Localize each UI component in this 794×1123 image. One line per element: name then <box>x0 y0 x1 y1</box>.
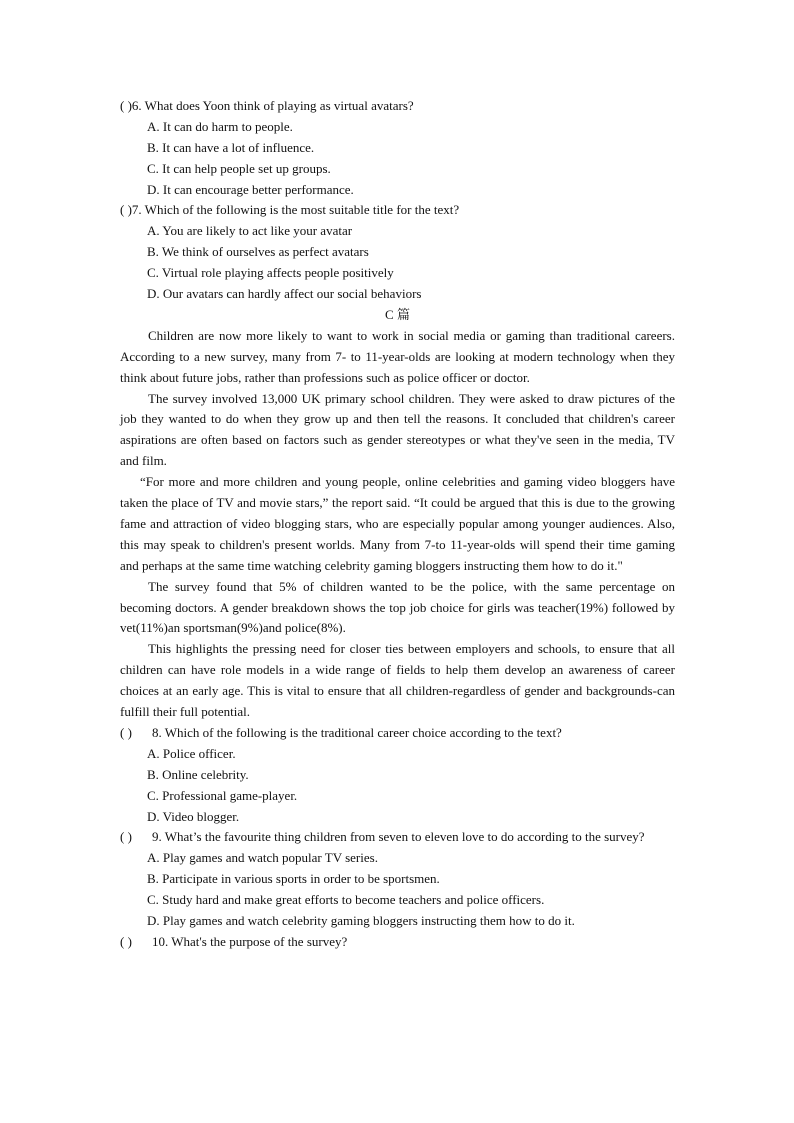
section-title: C 篇 <box>385 306 410 322</box>
question-9-stem <box>120 827 675 848</box>
question-7-option-c: C. Virtual role playing affects people positively <box>147 265 394 281</box>
passage-paragraph-4: The survey found that 5% of children wanted to be the police, with the same percentage on becoming doctors. A gender breakdown shows the top job choice for girls was teacher(19%) followed by vet(11%)an sportsman(9%)and police(8%). <box>120 578 675 636</box>
question-7-option-a: A. You are likely to act like your avatar <box>147 223 353 239</box>
passage-paragraph-2: The survey involved 13,000 UK primary school children. They were asked to draw pictures of the job they wanted to do when they grow up and then tell the reasons. It concluded that children's career aspirations are often based on factors such as gender stereotypes or what they've seen in the media, TV and film. <box>120 390 675 469</box>
passage-paragraph-3: “For more and more children and young people, online celebrities and gaming video bloggers have taken the place of TV and movie stars,” the report said. “It could be argued that this is due to the growing fame and attraction of video blogging stars, who are especially popular among younger audiences. Also, this may speak to children's present worlds. Many from 7-to 11-year-olds will spend their time gaming and perhaps at the same time watching celebrity gaming bloggers instructing them how to do it." <box>120 474 675 573</box>
question-7-stem: ( )7. Which of the following is the most suitable title for the text? <box>120 202 460 218</box>
document-page <box>120 96 675 953</box>
answer-blank: ( ) <box>120 933 132 949</box>
question-8-option-b: B. Online celebrity. <box>147 766 249 782</box>
answer-blank: ( ) <box>120 725 132 741</box>
question-10-stem <box>120 932 675 953</box>
question-6-stem: ( )6. What does Yoon think of playing as virtual avatars? <box>120 98 414 113</box>
question-6-option-d: D. It can encourage better performance. <box>147 181 354 197</box>
question-8-option-c: C. Professional game-player. <box>147 787 298 803</box>
question-8-option-d: D. Video blogger. <box>147 808 240 824</box>
question-6-option-c: C. It can help people set up groups. <box>147 160 331 176</box>
question-8-text: 8. Which of the following is the traditional career choice according to the text? <box>152 725 562 741</box>
passage-paragraph-5: This highlights the pressing need for closer ties between employers and schools, to ensure that all children can have role models in a wide range of fields to help them develop an awareness of career choices at an early age. This is vital to ensure that all children-regardless of gender and backgrounds-can fulfill their full potential. <box>120 641 675 720</box>
question-9-option-b: B. Participate in various sports in order to be sportsmen. <box>147 871 440 887</box>
question-9-text: 9. What’s the favourite thing children from seven to eleven love to do according to the survey? <box>152 829 645 845</box>
question-9-option-d: D. Play games and watch celebrity gaming bloggers instructing them how to do it. <box>147 913 575 929</box>
answer-blank: ( ) <box>120 829 132 845</box>
passage-paragraph-1: Children are now more likely to want to work in social media or gaming than traditional careers. According to a new survey, many from 7- to 11-year-olds are looking at modern technology when they think about future jobs, rather than professions such as police officer or doctor. <box>120 327 675 385</box>
question-7-option-d: D. Our avatars can hardly affect our social behaviors <box>147 286 422 302</box>
question-10-text: 10. What's the purpose of the survey? <box>152 933 348 949</box>
question-6-option-a: A. It can do harm to people. <box>147 118 293 134</box>
question-7-option-b: B. We think of ourselves as perfect avatars <box>147 244 369 260</box>
question-8-stem <box>120 723 675 744</box>
question-9-option-c: C. Study hard and make great efforts to become teachers and police officers. <box>147 892 545 908</box>
question-6-option-b: B. It can have a lot of influence. <box>147 139 315 155</box>
question-8-option-a: A. Police officer. <box>147 745 236 761</box>
question-9-option-a: A. Play games and watch popular TV series. <box>147 850 378 866</box>
